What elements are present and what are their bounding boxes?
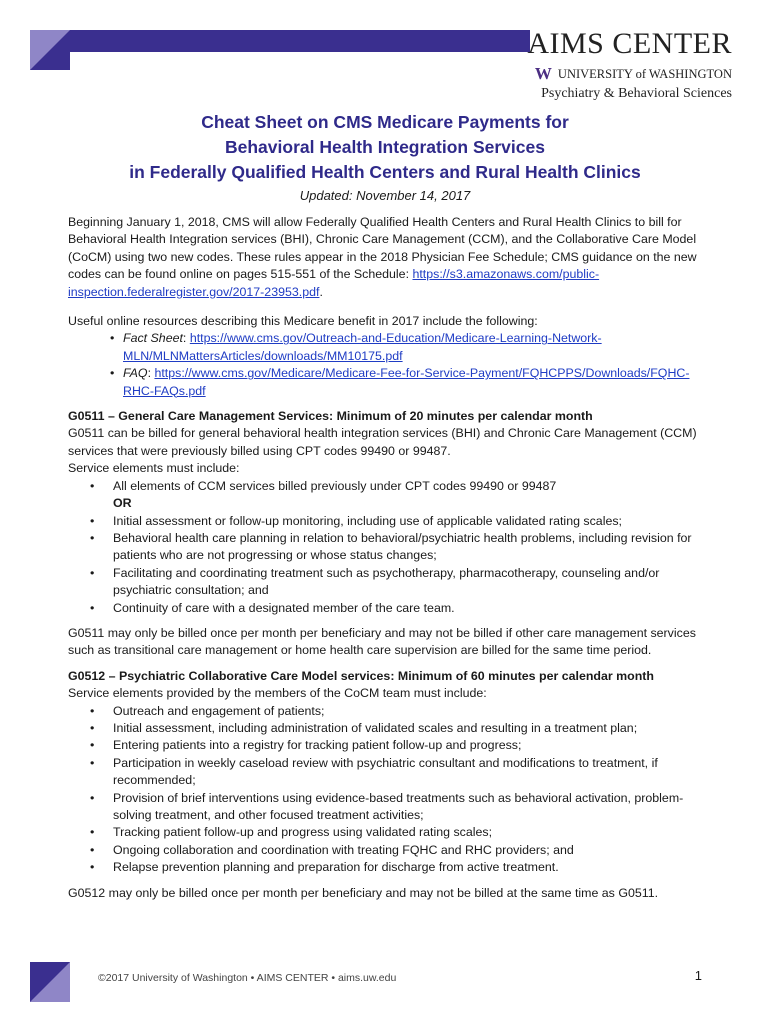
brand-logo bbox=[527, 28, 732, 102]
footer-corner-triangle bbox=[30, 962, 70, 1002]
header-corner-triangle bbox=[30, 30, 70, 70]
resources-intro: Useful online resources describing this Medicare benefit in 2017 include the following: bbox=[68, 314, 538, 329]
list-item: • Participation in weekly caseload review with psychiatric consultant and modifications to treatment, if recommended; bbox=[68, 755, 718, 790]
updated-date: Updated: November 14, 2017 bbox=[299, 188, 471, 203]
resources-list bbox=[68, 330, 718, 400]
list-item: • Facilitating and coordinating treatment such as psychotherapy, pharmacotherapy, counseling and/or psychiatric consultation; and bbox=[68, 565, 718, 600]
intro-link-suffix: . bbox=[319, 284, 323, 299]
resource-label: Fact Sheet bbox=[123, 331, 183, 346]
university-line bbox=[527, 64, 732, 84]
title-line-1: Cheat Sheet on CMS Medicare Payments for bbox=[201, 112, 569, 132]
title-block bbox=[0, 110, 770, 203]
list-item: • Ongoing collaboration and coordination with treating FQHC and RHC providers; and bbox=[68, 842, 718, 859]
list-item: • Continuity of care with a designated member of the care team. bbox=[68, 600, 718, 617]
header-bar bbox=[70, 30, 530, 52]
list-item: • All elements of CCM services billed previously under CPT codes 99490 or 99487 bbox=[68, 478, 718, 495]
uw-w-icon: W bbox=[534, 64, 552, 83]
fact-sheet-link[interactable]: https://www.cms.gov/Outreach-and-Education/Medicare-Learning-Network-MLN/MLNMattersArticles/downloads/MM10175.pdf bbox=[123, 331, 602, 363]
brand-title: AIMS CENTER bbox=[527, 27, 732, 60]
g0512-heading: G0512 – Psychiatric Collaborative Care Model services: Minimum of 60 minutes per calendar month bbox=[68, 668, 655, 683]
g0512-elements-list bbox=[68, 703, 718, 877]
g0511-description: G0511 can be billed for general behavioral health integration services (BHI) and Chronic Care Management (CCM) services that were previously billed using CPT codes 99490 or 99487. bbox=[68, 426, 697, 458]
g0512-elements-intro: Service elements provided by the members of the CoCM team must include: bbox=[68, 686, 487, 701]
resource-sep: : bbox=[147, 366, 155, 381]
list-item: • Relapse prevention planning and preparation for discharge from active treatment. bbox=[68, 859, 718, 876]
list-item: • Initial assessment or follow-up monitoring, including use of applicable validated rating scales; bbox=[68, 513, 718, 530]
g0511-elements-list-2 bbox=[68, 513, 718, 617]
intro-paragraph bbox=[68, 214, 718, 301]
schedule-link[interactable]: https://s3.amazonaws.com/public-inspection.federalregister.gov/2017-23953.pdf bbox=[68, 267, 600, 299]
list-item: • Behavioral health care planning in relation to behavioral/psychiatric health problems, including revision for patients who are not progressing or whose status changes; bbox=[68, 530, 718, 565]
list-item: • Tracking patient follow-up and progress using validated rating scales; bbox=[68, 824, 718, 841]
g0511-elements-intro: Service elements must include: bbox=[68, 461, 240, 476]
page-number: 1 bbox=[694, 968, 702, 983]
g0511-elements-list bbox=[68, 478, 718, 495]
intro-text: Beginning January 1, 2018, CMS will allow Federally Qualified Health Centers and Rural Health Clinics to bill for Behavioral Health Integration services (BHI), Chronic Care Management (CCM), and the Collaborative Care Model (CoCM) using two new codes. These rules appear in the 2018 Physician Fee Schedule; CMS guidance on the new codes can be found online on pages 515-551 of the Schedule: bbox=[68, 215, 697, 282]
list-item: • Entering patients into a registry for tracking patient follow-up and progress; bbox=[68, 737, 718, 754]
resource-sep: : bbox=[182, 331, 190, 346]
footer-text: ©2017 University of Washington • AIMS CENTER • aims.uw.edu bbox=[98, 972, 397, 984]
list-item: • Provision of brief interventions using evidence-based treatments such as behavioral activation, problem-solving treatment, and other focused treatment activities; bbox=[68, 790, 718, 825]
g0511-note: G0511 may only be billed once per month per beneficiary and may not be billed if other care management services such as transitional care management or home health care supervision are billed for the same time period. bbox=[68, 625, 696, 658]
university-name: UNIVERSITY of WASHINGTON bbox=[557, 66, 732, 81]
list-item: • Outreach and engagement of patients; bbox=[68, 703, 718, 720]
faq-link[interactable]: https://www.cms.gov/Medicare/Medicare-Fee-for-Service-Payment/FQHCPPS/Downloads/FQHC-RHC-FAQs.pdf bbox=[123, 366, 690, 398]
document-body bbox=[68, 214, 718, 902]
department-name: Psychiatry & Behavioral Sciences bbox=[541, 86, 732, 101]
list-item bbox=[68, 330, 718, 365]
title-line-2: Behavioral Health Integration Services bbox=[225, 137, 545, 157]
g0511-heading: G0511 – General Care Management Services: Minimum of 20 minutes per calendar month bbox=[68, 409, 593, 424]
or-separator: OR bbox=[113, 496, 132, 511]
list-item bbox=[68, 365, 718, 400]
list-item: • Initial assessment, including administration of validated scales and resulting in a treatment plan; bbox=[68, 720, 718, 737]
g0512-note: G0512 may only be billed once per month per beneficiary and may not be billed at the same time as G0511. bbox=[68, 885, 659, 900]
resource-label: FAQ bbox=[123, 366, 148, 381]
title-line-3: in Federally Qualified Health Centers and Rural Health Clinics bbox=[129, 162, 641, 182]
